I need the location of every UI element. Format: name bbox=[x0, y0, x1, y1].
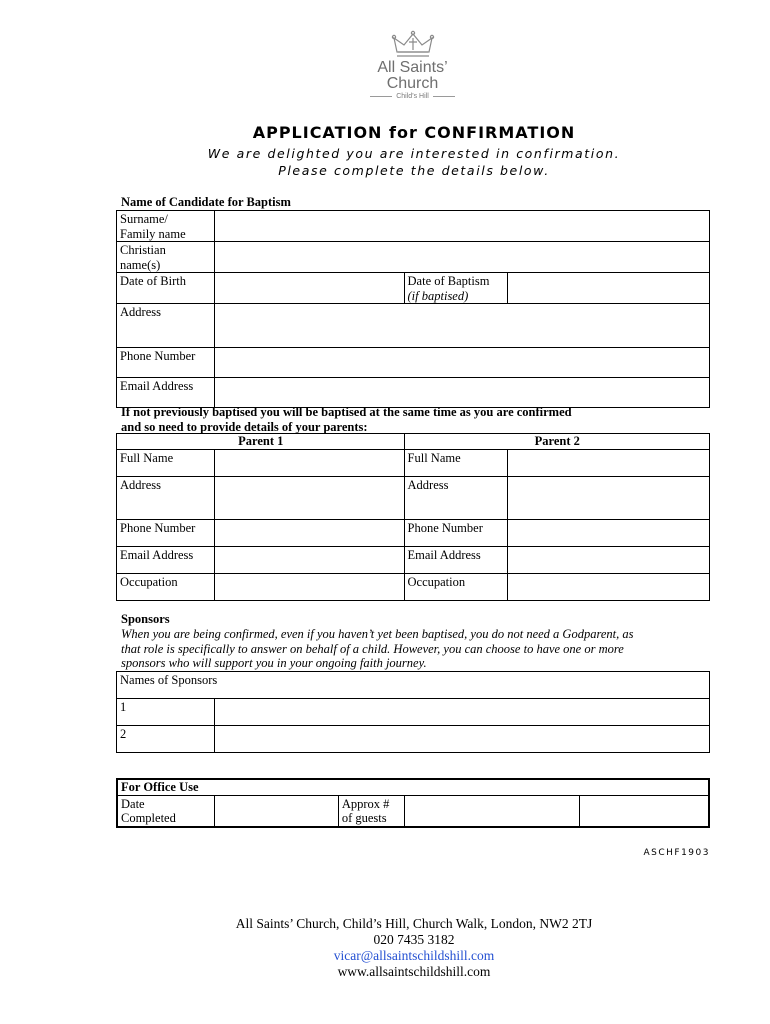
parents-table bbox=[116, 433, 710, 601]
church-logo bbox=[355, 30, 470, 108]
logo-subtitle: Child’s Hill bbox=[396, 93, 429, 100]
sponsors-names-label: Names of Sponsors bbox=[117, 672, 710, 699]
parent2-name-label: Full Name bbox=[404, 450, 508, 477]
parent2-occupation-label: Occupation bbox=[404, 574, 508, 601]
sponsor-2-field[interactable] bbox=[214, 726, 709, 753]
page-title: APPLICATION for CONFIRMATION bbox=[252, 123, 576, 142]
parent1-email-label: Email Address bbox=[117, 547, 215, 574]
parent2-email-field[interactable] bbox=[508, 547, 710, 574]
parent2-phone-field[interactable] bbox=[508, 520, 710, 547]
phone-field[interactable] bbox=[214, 348, 709, 378]
address-label: Address bbox=[117, 304, 215, 348]
dob-field[interactable] bbox=[214, 273, 404, 304]
crown-icon bbox=[391, 30, 435, 60]
email-label: Email Address bbox=[117, 378, 215, 408]
parent2-address-field[interactable] bbox=[508, 477, 710, 520]
address-field[interactable] bbox=[214, 304, 709, 348]
baptism-date-field[interactable] bbox=[508, 273, 710, 304]
parent1-occupation-field[interactable] bbox=[214, 574, 404, 601]
dob-label: Date of Birth bbox=[117, 273, 215, 304]
logo-name-line2: Church bbox=[386, 75, 439, 92]
parent2-header: Parent 2 bbox=[404, 434, 709, 450]
logo-rule-left bbox=[370, 96, 392, 97]
logo-rule-right bbox=[433, 96, 455, 97]
footer bbox=[0, 916, 770, 980]
sponsors-table bbox=[116, 671, 710, 753]
email-field[interactable] bbox=[214, 378, 709, 408]
sponsor-1-label: 1 bbox=[117, 699, 215, 726]
parent1-phone-field[interactable] bbox=[214, 520, 404, 547]
parent1-name-label: Full Name bbox=[117, 450, 215, 477]
footer-address: All Saints’ Church, Child’s Hill, Church Walk, London, NW2 2TJ bbox=[235, 916, 593, 931]
office-extra-field[interactable] bbox=[580, 795, 710, 827]
parent1-occupation-label: Occupation bbox=[117, 574, 215, 601]
date-completed-label: Date Completed bbox=[117, 795, 215, 827]
christian-name-label: Christian name(s) bbox=[117, 242, 215, 273]
sponsor-2-label: 2 bbox=[117, 726, 215, 753]
parent2-name-field[interactable] bbox=[508, 450, 710, 477]
guests-label: Approx # of guests bbox=[338, 795, 404, 827]
parent1-header: Parent 1 bbox=[117, 434, 405, 450]
parent1-name-field[interactable] bbox=[214, 450, 404, 477]
footer-phone: 020 7435 3182 bbox=[373, 932, 455, 947]
logo-name-line1: All Saints’ bbox=[377, 59, 448, 76]
office-use-heading: For Office Use bbox=[117, 779, 709, 795]
parent1-address-field[interactable] bbox=[214, 477, 404, 520]
subtitle-line1: We are delighted you are interested in confirmation. bbox=[207, 146, 621, 161]
footer-email-link[interactable]: vicar@allsaintschildshill.com bbox=[333, 948, 495, 963]
phone-label: Phone Number bbox=[117, 348, 215, 378]
office-use-table bbox=[116, 778, 710, 828]
parent2-occupation-field[interactable] bbox=[508, 574, 710, 601]
sponsors-heading: Sponsors bbox=[121, 612, 170, 626]
candidate-table bbox=[116, 210, 710, 408]
christian-name-field[interactable] bbox=[214, 242, 709, 273]
guests-field[interactable] bbox=[404, 795, 579, 827]
sponsors-paragraph: When you are being confirmed, even if you haven’t yet been baptised, you do not need a Godparent, as that role is specifically to answer on behalf of a child. However, you can choose to have one or more sponsors who will support you in your ongoing faith journey. bbox=[121, 627, 634, 670]
parent2-address-label: Address bbox=[404, 477, 508, 520]
parent1-address-label: Address bbox=[117, 477, 215, 520]
parent1-phone-label: Phone Number bbox=[117, 520, 215, 547]
candidate-section-label: Name of Candidate for Baptism bbox=[121, 195, 291, 209]
footer-website[interactable]: www.allsaintschildshill.com bbox=[337, 964, 491, 979]
date-completed-field[interactable] bbox=[215, 795, 338, 827]
subtitle-line2: Please complete the details below. bbox=[278, 163, 550, 178]
parent1-email-field[interactable] bbox=[214, 547, 404, 574]
baptism-date-label: Date of Baptism (if baptised) bbox=[404, 273, 508, 304]
parent2-email-label: Email Address bbox=[404, 547, 508, 574]
parent2-phone-label: Phone Number bbox=[404, 520, 508, 547]
form-reference: ASCHF1903 bbox=[643, 848, 710, 858]
surname-label: Surname/ Family name bbox=[117, 211, 215, 242]
parents-intro: If not previously baptised you will be baptised at the same time as you are confirmed and so need to provide details of your parents: bbox=[121, 405, 572, 434]
surname-field[interactable] bbox=[214, 211, 709, 242]
sponsor-1-field[interactable] bbox=[214, 699, 709, 726]
